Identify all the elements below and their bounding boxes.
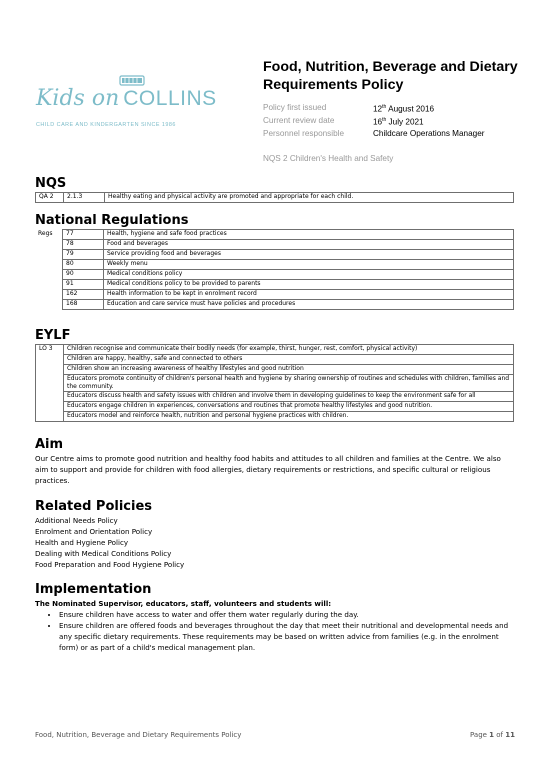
nqs-table — [35, 192, 514, 203]
table-row: 80 Weekly menu — [35, 260, 514, 270]
implementation-heading: Implementation — [35, 582, 152, 597]
implementation-list — [35, 609, 515, 653]
table-row: 91 Medical conditions policy to be provided to parents — [35, 280, 514, 290]
related-policy-item: Health and Hygiene Policy — [35, 538, 129, 547]
policy-meta — [263, 101, 533, 140]
table-row: Educators discuss health and safety issues with children and involve them in developing guidelines to keep the environment safe for all — [36, 392, 514, 402]
aim-text: Our Centre aims to promote good nutrition and healthy food habits and attitudes to all children and families at the Centre. We also aim to support and provide for children with food allergies, dietary requirements or restrictions, and specific cultural or religious practices. — [35, 454, 501, 485]
footer-title: Food, Nutrition, Beverage and Dietary Requirements Policy — [35, 731, 242, 739]
logo-text-collins: COLLINS — [123, 87, 217, 110]
table-row: Educators engage children in experiences, conversations and routines that promote healthy lifestyles and good nutrition. — [36, 402, 514, 412]
logo-tagline: CHILD CARE AND KINDERGARTEN SINCE 1986 — [36, 122, 176, 128]
page-footer — [35, 731, 515, 739]
page-number: Page 1 of 11 — [470, 731, 515, 739]
list-item: • Ensure children have access to water and offer them water regularly during the day. — [59, 609, 515, 620]
meta-row-first-issued: Policy first issued 12th August 2016 — [263, 103, 435, 114]
table-row: Educators model and reinforce health, nutrition and personal hygiene practices with children. — [36, 412, 514, 422]
list-item: • Ensure children are offered foods and beverages throughout the day that meet their nutritional and developmental needs and any specific dietary requirements. These requirements may be based on written advice from families (e.g. in the enrolment form) or as part of a child's medical management plan. — [59, 620, 515, 653]
related-policy-item: Additional Needs Policy — [35, 516, 118, 525]
related-policy-item: Food Preparation and Food Hygiene Policy — [35, 560, 185, 569]
nqs-subtitle: NQS 2 Children's Health and Safety — [263, 154, 394, 163]
related-policy-item: Dealing with Medical Conditions Policy — [35, 549, 172, 558]
regulations-heading: National Regulations — [35, 213, 189, 228]
table-row: QA 2 2.1.3 Healthy eating and physical activity are promoted and appropriate for each child. — [36, 193, 514, 203]
implementation-intro: The Nominated Supervisor, educators, staff, volunteers and students will: — [35, 599, 332, 608]
meta-row-review-date: Current review date 16th July 2021 — [263, 116, 424, 127]
table-row: Regs 77 Health, hygiene and safe food practices — [35, 230, 514, 240]
table-row: Children show an increasing awareness of healthy lifestyles and good nutrition — [36, 365, 514, 375]
kids-on-collins-logo — [36, 74, 240, 134]
regulations-table — [35, 229, 514, 310]
meta-row-personnel: Personnel responsible Childcare Operations Manager — [263, 129, 485, 138]
eylf-heading: EYLF — [35, 328, 71, 343]
table-row: 78 Food and beverages — [35, 240, 514, 250]
nqs-heading: NQS — [35, 176, 67, 191]
table-row: 90 Medical conditions policy — [35, 270, 514, 280]
table-row: Educators promote continuity of children's personal health and hygiene by sharing ownership of routines and schedules with children, families and the community. — [36, 375, 514, 392]
document-title: Food, Nutrition, Beverage and Dietary Requirements Policy — [263, 59, 518, 93]
policy-content — [35, 176, 515, 653]
table-row: 168 Education and care service must have policies and procedures — [35, 300, 514, 310]
logo-text-kids: Kids on — [36, 86, 120, 111]
table-row: LO 3 Children recognise and communicate their bodily needs (for example, thirst, hunger, rest, comfort, physical activity) — [36, 345, 514, 355]
table-row: 162 Health information to be kept in enrolment record — [35, 290, 514, 300]
aim-heading: Aim — [35, 437, 64, 452]
table-row: Children are happy, healthy, safe and connected to others — [36, 355, 514, 365]
table-row: 79 Service providing food and beverages — [35, 250, 514, 260]
related-policy-item: Enrolment and Orientation Policy — [35, 527, 153, 536]
eylf-table — [35, 344, 514, 422]
related-policies-heading: Related Policies — [35, 499, 153, 514]
